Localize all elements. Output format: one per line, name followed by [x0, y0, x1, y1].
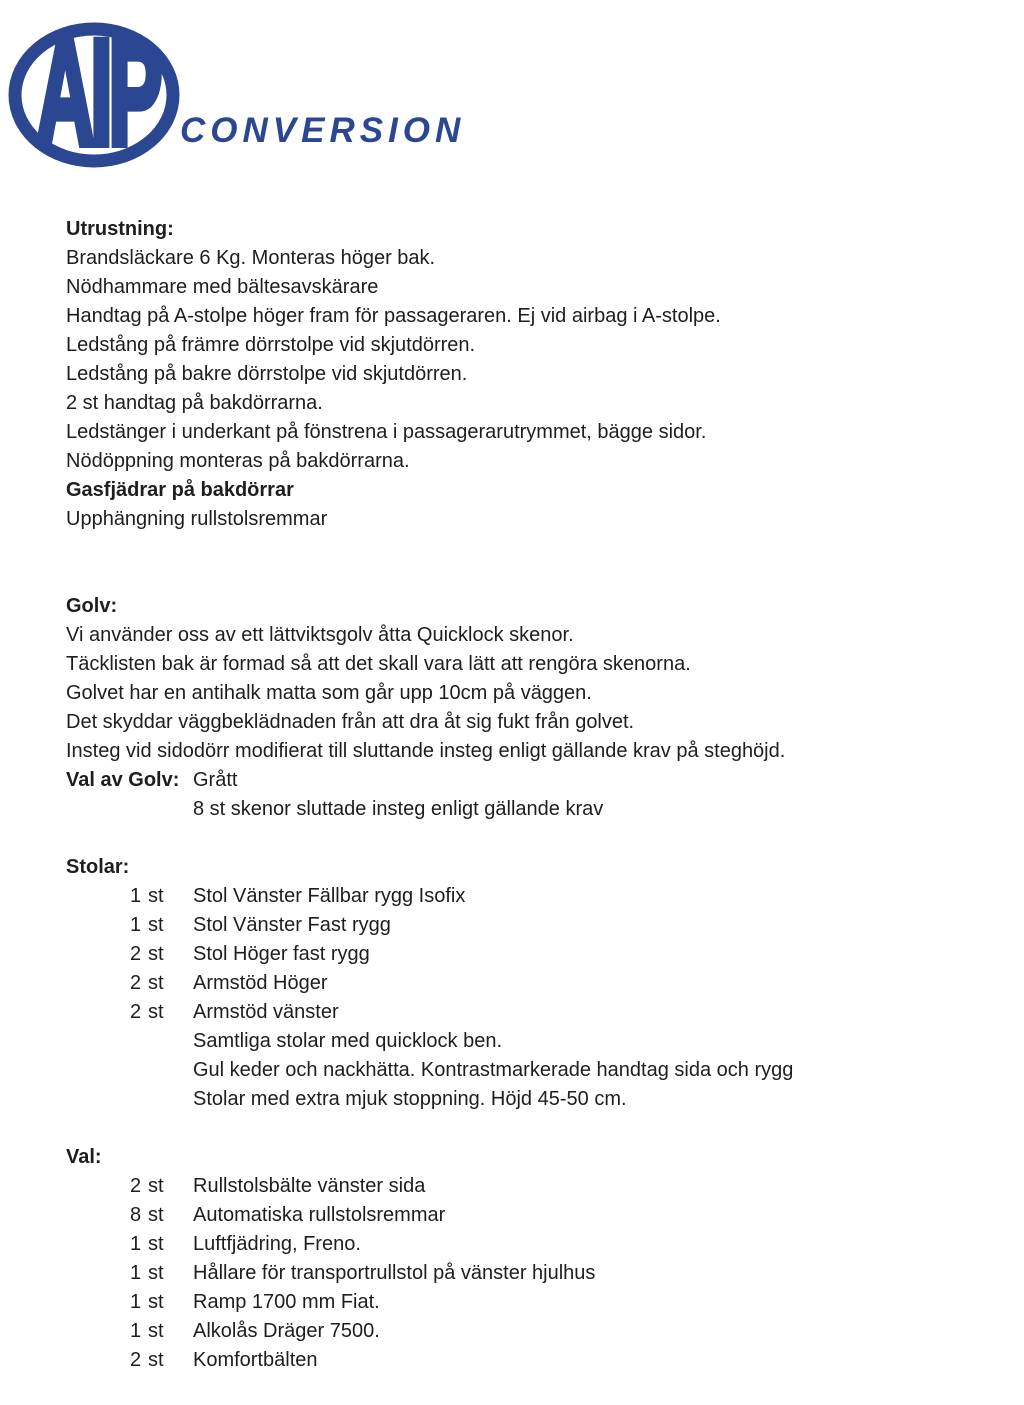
- item-label: Ramp 1700 mm Fiat.: [193, 1291, 380, 1313]
- chair-note: Stolar med extra mjuk stoppning. Höjd 45-50 cm.: [193, 1088, 627, 1110]
- floor-choice-row: [66, 766, 986, 795]
- item-qty: 2: [130, 1175, 142, 1197]
- section-title-stolar: Stolar:: [66, 856, 130, 878]
- item-row: [66, 1317, 986, 1346]
- item-row: [66, 940, 986, 969]
- item-row: [66, 1172, 986, 1201]
- text-line: Insteg vid sidodörr modifierat till sluttande insteg enligt gällande krav på steghöjd.: [66, 740, 786, 762]
- item-qty: 2: [130, 972, 142, 994]
- item-unit: st: [148, 1175, 164, 1197]
- item-unit: st: [148, 1291, 164, 1313]
- item-row: [66, 911, 986, 940]
- item-qty: 1: [130, 1233, 142, 1255]
- text-line: Nödhammare med bältesavskärare: [66, 276, 379, 298]
- text-line: Nödöppning monteras på bakdörrarna.: [66, 450, 410, 472]
- item-unit: st: [148, 972, 164, 994]
- floor-choice-label: Val av Golv:: [66, 769, 180, 791]
- item-row: [66, 1346, 986, 1375]
- text-line: Vi använder oss av ett lättviktsgolv åtta Quicklock skenor.: [66, 624, 574, 646]
- item-label: Alkolås Dräger 7500.: [193, 1320, 380, 1342]
- item-unit: st: [148, 1204, 164, 1226]
- document-body: [66, 215, 986, 1375]
- item-qty: 1: [130, 1262, 142, 1284]
- section-title-utrustning: Utrustning:: [66, 218, 174, 240]
- chair-note: Gul keder och nackhätta. Kontrastmarkerade handtag sida och rygg: [193, 1059, 794, 1081]
- text-line: Ledstänger i underkant på fönstrena i passagerarutrymmet, bägge sidor.: [66, 421, 707, 443]
- text-line: Upphängning rullstolsremmar: [66, 508, 328, 530]
- text-line: 2 st handtag på bakdörrarna.: [66, 392, 323, 414]
- item-unit: st: [148, 1233, 164, 1255]
- item-row: [66, 998, 986, 1027]
- chair-note: Samtliga stolar med quicklock ben.: [193, 1030, 503, 1052]
- section-title-golv: Golv:: [66, 595, 118, 617]
- text-line: Golvet har en antihalk matta som går upp 10cm på väggen.: [66, 682, 592, 704]
- item-label: Hållare för transportrullstol på vänster hjulhus: [193, 1262, 596, 1284]
- item-label: Stol Höger fast rygg: [193, 943, 370, 965]
- aip-conversion-logo: [0, 6, 560, 191]
- item-qty: 8: [130, 1204, 142, 1226]
- item-row: [66, 969, 986, 998]
- item-label: Armstöd vänster: [193, 1001, 339, 1023]
- item-qty: 2: [130, 1349, 142, 1371]
- item-label: Stol Vänster Fast rygg: [193, 914, 391, 936]
- floor-choice-note: 8 st skenor sluttade insteg enligt gällande krav: [193, 798, 604, 820]
- item-row: [66, 1288, 986, 1317]
- item-unit: st: [148, 914, 164, 936]
- item-qty: 1: [130, 1291, 142, 1313]
- item-unit: st: [148, 943, 164, 965]
- item-row: [66, 882, 986, 911]
- item-qty: 1: [130, 914, 142, 936]
- logo-wordmark: CONVERSION: [180, 111, 466, 150]
- item-unit: st: [148, 1262, 164, 1284]
- item-row: [66, 1259, 986, 1288]
- text-line: Täcklisten bak är formad så att det skall vara lätt att rengöra skenorna.: [66, 653, 691, 675]
- text-line: Brandsläckare 6 Kg. Monteras höger bak.: [66, 247, 436, 269]
- item-label: Automatiska rullstolsremmar: [193, 1204, 446, 1226]
- text-line: Ledstång på främre dörrstolpe vid skjutdörren.: [66, 334, 476, 356]
- logo-graphic: [0, 6, 560, 191]
- text-line: Ledstång på bakre dörrstolpe vid skjutdörren.: [66, 363, 468, 385]
- item-qty: 2: [130, 1001, 142, 1023]
- item-label: Luftfjädring, Freno.: [193, 1233, 361, 1255]
- item-qty: 2: [130, 943, 142, 965]
- item-unit: st: [148, 1320, 164, 1342]
- text-line-bold: Gasfjädrar på bakdörrar: [66, 479, 294, 501]
- logo-acronym: AIP: [35, 8, 159, 177]
- item-qty: 1: [130, 885, 142, 907]
- item-qty: 1: [130, 1320, 142, 1342]
- item-label: Komfortbälten: [193, 1349, 318, 1371]
- item-label: Rullstolsbälte vänster sida: [193, 1175, 426, 1197]
- item-label: Armstöd Höger: [193, 972, 328, 994]
- item-unit: st: [148, 885, 164, 907]
- floor-choice-value: Grått: [193, 769, 238, 791]
- item-row: [66, 1201, 986, 1230]
- text-line: Handtag på A-stolpe höger fram för passageraren. Ej vid airbag i A-stolpe.: [66, 305, 721, 327]
- section-title-val: Val:: [66, 1146, 102, 1168]
- text-line: Det skyddar väggbeklädnaden från att dra åt sig fukt från golvet.: [66, 711, 635, 733]
- item-row: [66, 1230, 986, 1259]
- item-unit: st: [148, 1349, 164, 1371]
- item-label: Stol Vänster Fällbar rygg Isofix: [193, 885, 466, 907]
- item-unit: st: [148, 1001, 164, 1023]
